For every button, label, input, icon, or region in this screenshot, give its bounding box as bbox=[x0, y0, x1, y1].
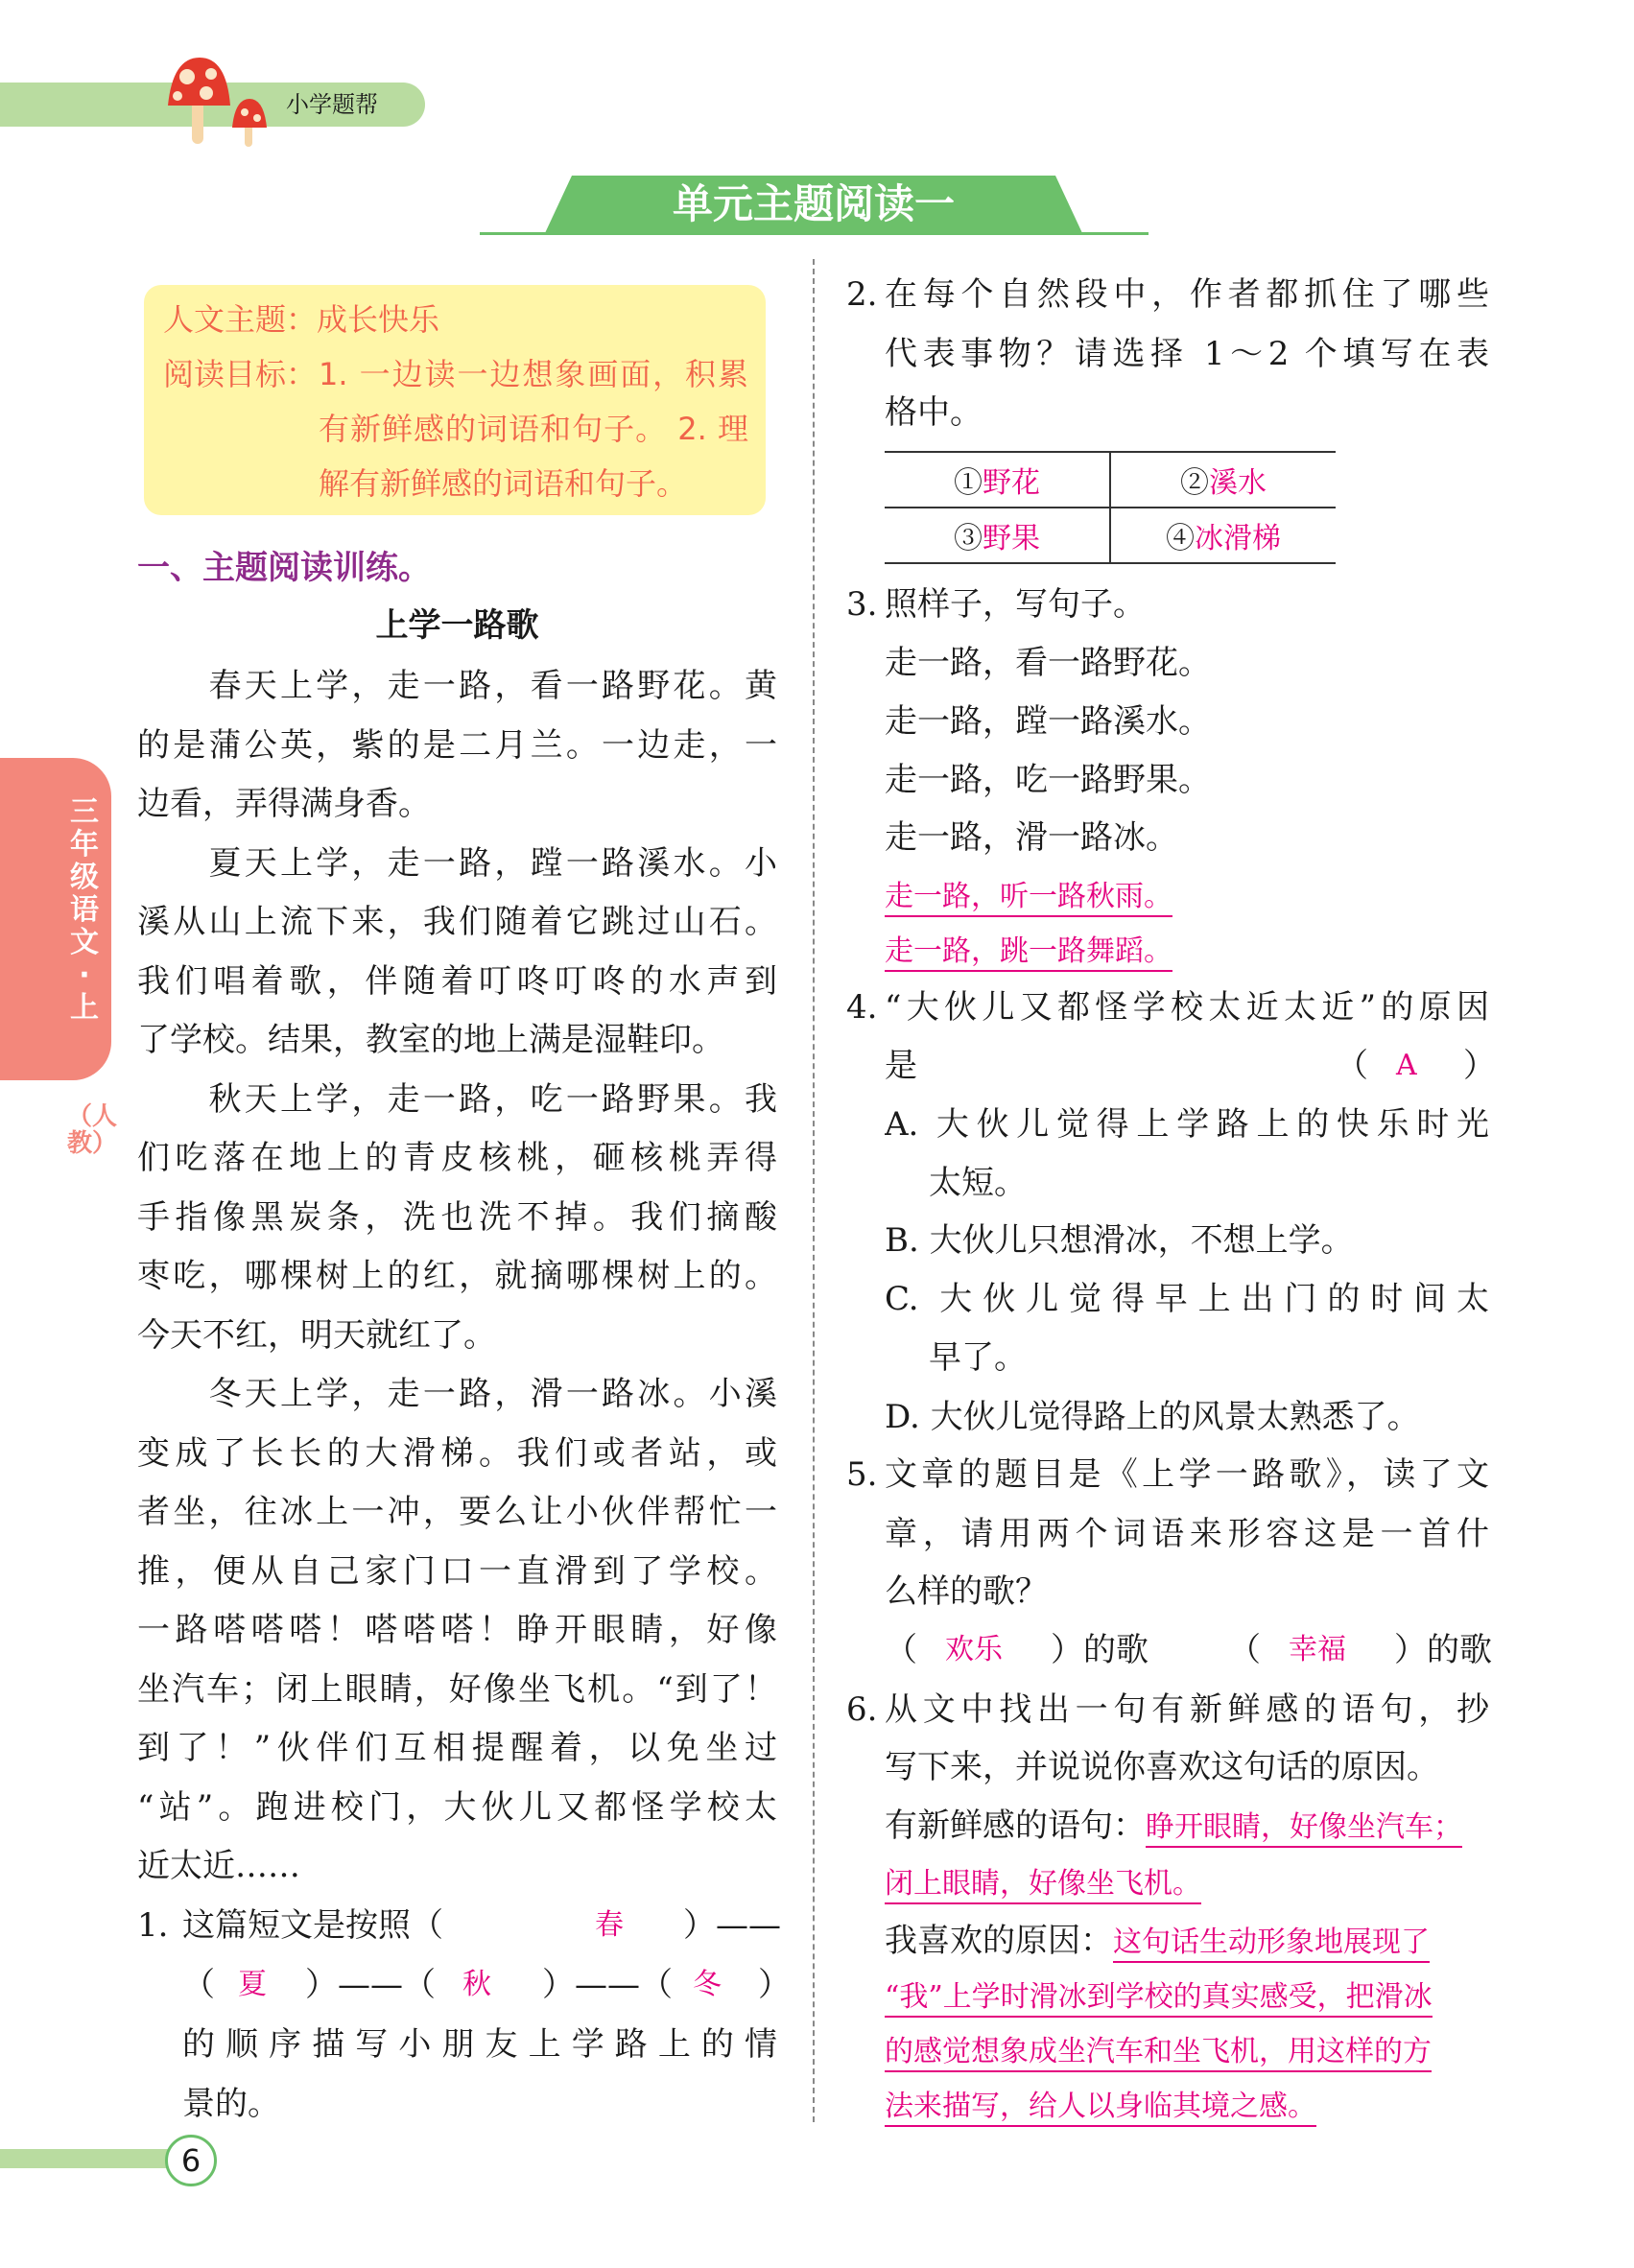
q4-option-b: B. 大伙儿只想滑冰，不想上学。 bbox=[885, 1221, 1354, 1260]
q4-option-c: C. 大伙儿觉得早上出门的时间太 bbox=[885, 1280, 1489, 1318]
q4-option-a: A. 大伙儿觉得上学路上的快乐时光 bbox=[885, 1105, 1489, 1144]
q6-number: 6. bbox=[846, 1690, 878, 1729]
theme-line: 人文主题：成长快乐 bbox=[163, 301, 440, 338]
passage-line: 者坐，往冰上一冲，要么让小伙伴帮忙一 bbox=[137, 1493, 777, 1531]
passage-line: 推，便从自己家门口一直滑到了学校。 bbox=[137, 1551, 777, 1591]
passage-line: 手指像黑炭条，洗也洗不掉。我们摘酸 bbox=[137, 1197, 777, 1237]
q2-answer-table bbox=[885, 451, 1336, 564]
q5-suffix: 的歌 bbox=[1427, 1631, 1492, 1669]
q3-answer: 走一路，跳一路舞蹈。 bbox=[885, 934, 1172, 972]
q1-dash: ）—— bbox=[683, 1906, 781, 1945]
q4-option-a: 太短。 bbox=[929, 1164, 1027, 1202]
footer-bar bbox=[0, 2149, 173, 2168]
q6-sentence-label: 有新鲜感的语句： bbox=[885, 1807, 1146, 1845]
passage-line: 的是蒲公英，紫的是二月兰。一边走，一 bbox=[137, 725, 777, 765]
q6-reason-label: 我喜欢的原因： bbox=[885, 1922, 1113, 1960]
q2-number: 2. bbox=[846, 275, 878, 314]
passage-line: 枣吃，哪棵树上的红，就摘哪棵树上的。 bbox=[137, 1257, 777, 1295]
q3-example: 走一路，吃一路野果。 bbox=[885, 761, 1211, 799]
passage-line: 坐汽车；闭上眼睛，好像坐飞机。“到了！ bbox=[137, 1669, 777, 1709]
q4-answer: A bbox=[1396, 1049, 1417, 1082]
passage-line: 我们唱着歌，伴随着叮咚叮咚的水声到 bbox=[137, 961, 777, 1001]
q1-answer-3: 秋 bbox=[462, 1968, 491, 2001]
q3-answer: 走一路，听一路秋雨。 bbox=[885, 880, 1172, 917]
q1-answer-2: 夏 bbox=[238, 1968, 267, 2001]
table-cell: ①野花 bbox=[885, 452, 1110, 508]
q5-suffix: 的歌 bbox=[1083, 1631, 1149, 1669]
passage-title: 上学一路歌 bbox=[375, 606, 539, 645]
objective-line: 解有新鲜感的词语和句子。 bbox=[319, 465, 688, 502]
q3-text: 照样子，写句子。 bbox=[885, 585, 1146, 624]
q3-example: 走一路，看一路野花。 bbox=[885, 644, 1211, 682]
edition-label: （人教） bbox=[67, 1102, 118, 1158]
passage-line: 冬天上学，走一路，滑一路冰。小溪 bbox=[137, 1375, 777, 1413]
mushroom-logo-icon bbox=[154, 53, 278, 149]
passage-line: 近太近…… bbox=[137, 1847, 300, 1885]
q1-text: 这篇短文是按照（ bbox=[182, 1906, 443, 1945]
passage-line: 今天不红，明天就红了。 bbox=[137, 1315, 496, 1355]
passage-line: 们吃落在地上的青皮核桃，砸核桃弄得 bbox=[137, 1139, 777, 1177]
section-heading: 一、主题阅读训练。 bbox=[137, 549, 431, 587]
q6-text: 写下来，并说说你喜欢这句话的原因。 bbox=[885, 1748, 1439, 1786]
q4-option-c: 早了。 bbox=[929, 1338, 1027, 1377]
passage-line: 到了！”伙伴们互相提醒着，以免坐过 bbox=[137, 1729, 777, 1767]
q6-sentence-answer: 闭上眼睛，好像坐飞机。 bbox=[885, 1867, 1201, 1904]
page-number: 6 bbox=[165, 2135, 217, 2186]
q5-text: 么样的歌？ bbox=[885, 1572, 1048, 1611]
q6-reason-answer: “我”上学时滑冰到学校的真实感受，把滑冰 bbox=[885, 1980, 1433, 2018]
q6-reason-answer: 的感觉想象成坐汽车和坐飞机，用这样的方 bbox=[885, 2035, 1432, 2072]
objective-line: 有新鲜感的词语和句子。 2. 理 bbox=[319, 411, 748, 447]
table-cell: ③野果 bbox=[885, 508, 1110, 563]
q4-number: 4. bbox=[846, 988, 878, 1027]
q2-text: 在每个自然段中，作者都抓住了哪些 bbox=[885, 275, 1489, 314]
q5-text: 章，请用两个词语来形容这是一首什 bbox=[885, 1515, 1489, 1553]
passage-line: 一路嗒嗒嗒！嗒嗒嗒！睁开眼睛，好像 bbox=[137, 1611, 777, 1649]
q4-text: “大伙儿又都怪学校太近太近”的原因 bbox=[885, 988, 1489, 1027]
q3-example: 走一路，滑一路冰。 bbox=[885, 818, 1178, 857]
q1-answer-1: 春 bbox=[595, 1908, 624, 1942]
q1-text: 景的。 bbox=[182, 2085, 280, 2123]
q1-text: 的顺序描写小朋友上学路上的情 bbox=[182, 2025, 777, 2064]
passage-line: 边看，弄得满身香。 bbox=[137, 785, 431, 823]
passage-line: 春天上学，走一路，看一路野花。黄 bbox=[137, 667, 777, 705]
q3-number: 3. bbox=[846, 585, 878, 624]
q1-number: 1. bbox=[137, 1906, 169, 1945]
q5-answer-1: 欢乐 bbox=[945, 1633, 1003, 1666]
q6-reason-answer: 这句话生动形象地展现了 bbox=[1113, 1925, 1430, 1963]
q4-option-d: D. 大伙儿觉得路上的风景太熟悉了。 bbox=[885, 1398, 1420, 1436]
passage-line: 秋天上学，走一路，吃一路野果。我 bbox=[137, 1079, 777, 1119]
passage-line: 变成了长长的大滑梯。我们或者站，或 bbox=[137, 1433, 777, 1473]
brand-name: 小学题帮 bbox=[286, 91, 378, 118]
passage-line: 溪从山上流下来，我们随着它跳过山石。 bbox=[137, 903, 777, 941]
q5-number: 5. bbox=[846, 1455, 878, 1494]
passage-line: 夏天上学，走一路，蹚一路溪水。小 bbox=[137, 843, 777, 883]
unit-title: 单元主题阅读一 bbox=[672, 180, 955, 227]
passage-line: “站”。跑进校门，大伙儿又都怪学校太 bbox=[137, 1787, 777, 1827]
table-cell: ②溪水 bbox=[1110, 452, 1336, 508]
objective-line: 1. 一边读一边想象画面，积累 bbox=[319, 356, 748, 392]
q6-reason-answer: 法来描写，给人以身临其境之感。 bbox=[885, 2090, 1316, 2127]
column-divider bbox=[813, 259, 815, 2122]
q3-example: 走一路，蹚一路溪水。 bbox=[885, 702, 1211, 741]
q4-text: 是 bbox=[885, 1047, 917, 1085]
q5-answer-2: 幸福 bbox=[1289, 1633, 1346, 1666]
q1-answer-4: 冬 bbox=[693, 1968, 722, 2001]
table-cell: ④冰滑梯 bbox=[1110, 508, 1336, 563]
objectives-label: 阅读目标： bbox=[163, 356, 318, 392]
grade-subject-label: 三年级语文·上 bbox=[70, 795, 99, 1025]
passage-line: 了学校。结果，教室的地上满是湿鞋印。 bbox=[137, 1021, 724, 1059]
q6-text: 从文中找出一句有新鲜感的语句，抄 bbox=[885, 1690, 1489, 1729]
q2-text: 格中。 bbox=[885, 393, 983, 432]
q5-text: 文章的题目是《上学一路歌》，读了文 bbox=[885, 1455, 1489, 1494]
q2-text: 代表事物？请选择 1～2 个填写在表 bbox=[885, 335, 1489, 373]
q6-sentence-answer: 睁开眼睛，好像坐汽车； bbox=[1146, 1810, 1462, 1848]
